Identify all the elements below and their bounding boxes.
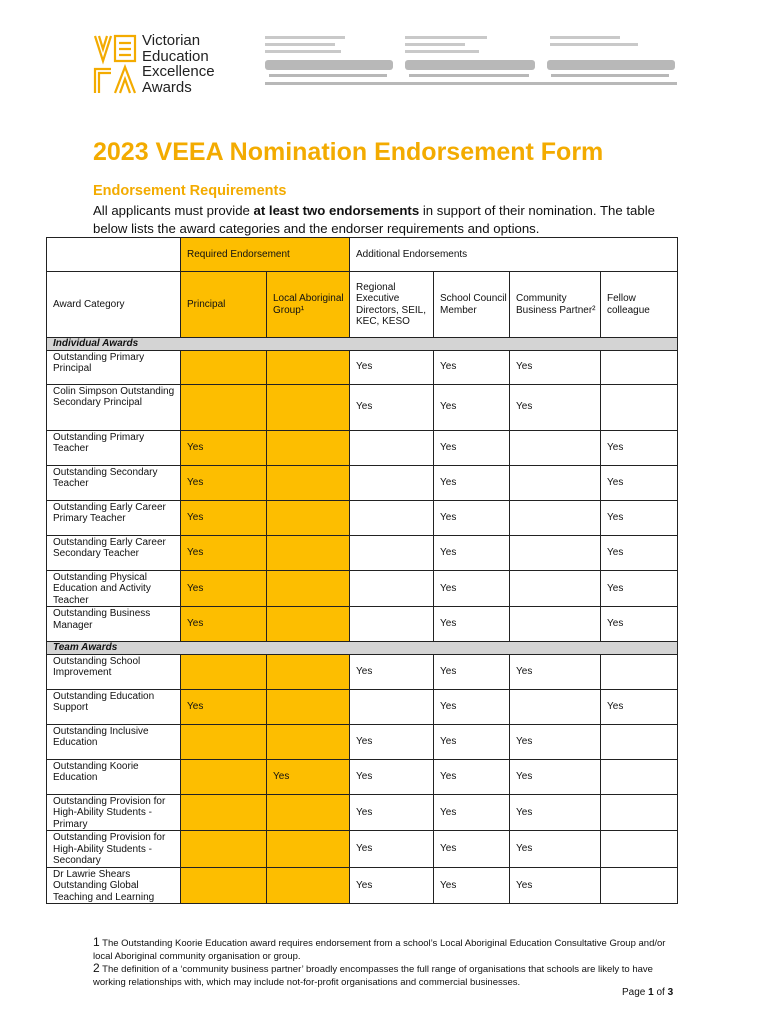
cell-business: [510, 607, 601, 642]
table-row: [47, 689, 678, 724]
cell-principal: [181, 831, 267, 868]
table-row: [47, 430, 678, 465]
award-category-cell: Outstanding Secondary Teacher: [47, 465, 181, 500]
cell-council: Yes: [434, 535, 510, 570]
award-category-cell: Outstanding Provision for High-Ability Students - Primary: [47, 794, 181, 831]
cell-council: Yes: [434, 465, 510, 500]
cell-aboriginal: [267, 500, 350, 535]
cell-principal: [181, 654, 267, 689]
cell-principal: [181, 759, 267, 794]
award-category-cell: Outstanding Provision for High-Ability Students - Secondary: [47, 831, 181, 868]
table-row: [47, 465, 678, 500]
cell-council: Yes: [434, 831, 510, 868]
table-row: [47, 500, 678, 535]
award-category-cell: Outstanding Primary Teacher: [47, 430, 181, 465]
cell-regional: [350, 500, 434, 535]
cell-colleague: Yes: [601, 570, 678, 607]
cell-principal: [181, 794, 267, 831]
table-row: [47, 759, 678, 794]
cell-regional: [350, 607, 434, 642]
award-category-cell: Dr Lawrie Shears Outstanding Global Teaching and Learning: [47, 867, 181, 904]
col-school-council: School Council Member: [434, 272, 510, 338]
cell-colleague: [601, 350, 678, 384]
cell-aboriginal: [267, 689, 350, 724]
cell-business: [510, 500, 601, 535]
cell-colleague: [601, 724, 678, 759]
cell-business: Yes: [510, 831, 601, 868]
cell-principal: Yes: [181, 500, 267, 535]
cell-business: Yes: [510, 759, 601, 794]
cell-aboriginal: [267, 570, 350, 607]
additional-endorsements-header: Additional Endorsements: [350, 238, 678, 272]
cell-aboriginal: [267, 465, 350, 500]
cell-principal: [181, 724, 267, 759]
cell-council: Yes: [434, 794, 510, 831]
award-category-cell: Outstanding Koorie Education: [47, 759, 181, 794]
veea-logo-icon: [93, 33, 137, 97]
cell-principal: Yes: [181, 430, 267, 465]
cell-regional: Yes: [350, 867, 434, 904]
cell-council: Yes: [434, 724, 510, 759]
cell-aboriginal: [267, 607, 350, 642]
cell-council: Yes: [434, 384, 510, 430]
cell-business: [510, 465, 601, 500]
cell-aboriginal: [267, 430, 350, 465]
cell-principal: Yes: [181, 465, 267, 500]
cell-council: Yes: [434, 500, 510, 535]
award-category-cell: Outstanding Education Support: [47, 689, 181, 724]
award-category-cell: Colin Simpson Outstanding Secondary Principal: [47, 384, 181, 430]
cell-business: Yes: [510, 654, 601, 689]
award-category-cell: Outstanding Physical Education and Activity Teacher: [47, 570, 181, 607]
cell-colleague: Yes: [601, 689, 678, 724]
cell-council: Yes: [434, 350, 510, 384]
col-fellow-colleague: Fellow colleague: [601, 272, 678, 338]
cell-business: [510, 430, 601, 465]
cell-council: Yes: [434, 867, 510, 904]
award-category-cell: Outstanding Inclusive Education: [47, 724, 181, 759]
col-principal: Principal: [181, 272, 267, 338]
cell-principal: [181, 384, 267, 430]
cell-regional: [350, 465, 434, 500]
cell-principal: [181, 350, 267, 384]
table-row: [47, 535, 678, 570]
cell-aboriginal: [267, 350, 350, 384]
cell-principal: Yes: [181, 607, 267, 642]
group-header-row: [47, 238, 678, 272]
cell-principal: Yes: [181, 689, 267, 724]
table-row: [47, 867, 678, 904]
footnote-2: 2 The definition of a ‘community business partner’ broadly encompasses the full range of organisations that schools are likely to have working relationships with, which may include not-for-profit organisations and commercial businesses.: [93, 961, 653, 988]
cell-business: [510, 570, 601, 607]
veea-logo-wordmark: Victorian Education Excellence Awards: [142, 32, 215, 96]
table-row: [47, 654, 678, 689]
table-row: [47, 350, 678, 384]
cell-council: Yes: [434, 654, 510, 689]
award-category-cell: Outstanding Early Career Secondary Teacher: [47, 535, 181, 570]
cell-colleague: [601, 384, 678, 430]
cell-regional: Yes: [350, 759, 434, 794]
table-row: [47, 794, 678, 831]
cell-business: [510, 535, 601, 570]
cell-aboriginal: Yes: [267, 759, 350, 794]
cell-business: Yes: [510, 794, 601, 831]
cell-aboriginal: [267, 535, 350, 570]
veea-logo: [93, 33, 253, 97]
cell-business: Yes: [510, 350, 601, 384]
cell-aboriginal: [267, 867, 350, 904]
cell-council: Yes: [434, 430, 510, 465]
cell-regional: [350, 430, 434, 465]
cell-regional: Yes: [350, 654, 434, 689]
cell-colleague: [601, 794, 678, 831]
cell-business: Yes: [510, 384, 601, 430]
col-community-business: Community Business Partner²: [510, 272, 601, 338]
cell-colleague: Yes: [601, 535, 678, 570]
cell-business: Yes: [510, 867, 601, 904]
cell-aboriginal: [267, 654, 350, 689]
column-header-row: [47, 272, 678, 338]
cell-regional: Yes: [350, 350, 434, 384]
cell-regional: Yes: [350, 724, 434, 759]
cell-regional: Yes: [350, 794, 434, 831]
award-category-cell: Outstanding Early Career Primary Teacher: [47, 500, 181, 535]
partner-logos-icon: [265, 34, 677, 92]
cell-regional: [350, 570, 434, 607]
col-award-category: Award Category: [47, 272, 181, 338]
section-row: [47, 642, 678, 655]
endorsement-table: [46, 237, 678, 904]
page-title: 2023 VEEA Nomination Endorsement Form: [93, 138, 604, 166]
cell-aboriginal: [267, 831, 350, 868]
cell-colleague: [601, 759, 678, 794]
cell-council: Yes: [434, 759, 510, 794]
table-row: [47, 607, 678, 642]
award-category-cell: Outstanding Primary Principal: [47, 350, 181, 384]
cell-business: [510, 689, 601, 724]
cell-colleague: Yes: [601, 430, 678, 465]
cell-colleague: [601, 831, 678, 868]
cell-council: Yes: [434, 689, 510, 724]
table-row: [47, 724, 678, 759]
page-indicator: Page 1 of 3: [622, 987, 674, 998]
section-label: Team Awards: [47, 642, 678, 655]
cell-colleague: Yes: [601, 500, 678, 535]
cell-regional: [350, 689, 434, 724]
section-label: Individual Awards: [47, 338, 678, 351]
table-row: [47, 831, 678, 868]
footnote-1: 1 The Outstanding Koorie Education award requires endorsement from a school’s Local Aboriginal Education Consultative Group and/or local Aboriginal community organisation or group.: [93, 935, 666, 962]
cell-regional: [350, 535, 434, 570]
section-row: [47, 338, 678, 351]
intro-paragraph: All applicants must provide at least two endorsements in support of their nomination. The table below lists the award categories and the endorser requirements and options.: [93, 203, 655, 236]
cell-principal: Yes: [181, 570, 267, 607]
cell-regional: Yes: [350, 384, 434, 430]
award-category-cell: Outstanding Business Manager: [47, 607, 181, 642]
cell-colleague: [601, 867, 678, 904]
required-endorsement-header: Required Endorsement: [181, 238, 350, 272]
award-category-cell: Outstanding School Improvement: [47, 654, 181, 689]
section-heading: Endorsement Requirements: [93, 183, 287, 199]
cell-principal: Yes: [181, 535, 267, 570]
table-row: [47, 384, 678, 430]
cell-aboriginal: [267, 384, 350, 430]
cell-council: Yes: [434, 570, 510, 607]
cell-principal: [181, 867, 267, 904]
cell-business: Yes: [510, 724, 601, 759]
cell-council: Yes: [434, 607, 510, 642]
cell-colleague: [601, 654, 678, 689]
cell-aboriginal: [267, 724, 350, 759]
intro-emphasis: at least two endorsements: [253, 203, 420, 218]
col-regional-executive: Regional Executive Directors, SEIL, KEC, KESO: [350, 272, 434, 338]
cell-regional: Yes: [350, 831, 434, 868]
cell-colleague: Yes: [601, 607, 678, 642]
table-row: [47, 570, 678, 607]
col-local-aboriginal-group: Local Aboriginal Group¹: [267, 272, 350, 338]
cell-colleague: Yes: [601, 465, 678, 500]
cell-aboriginal: [267, 794, 350, 831]
